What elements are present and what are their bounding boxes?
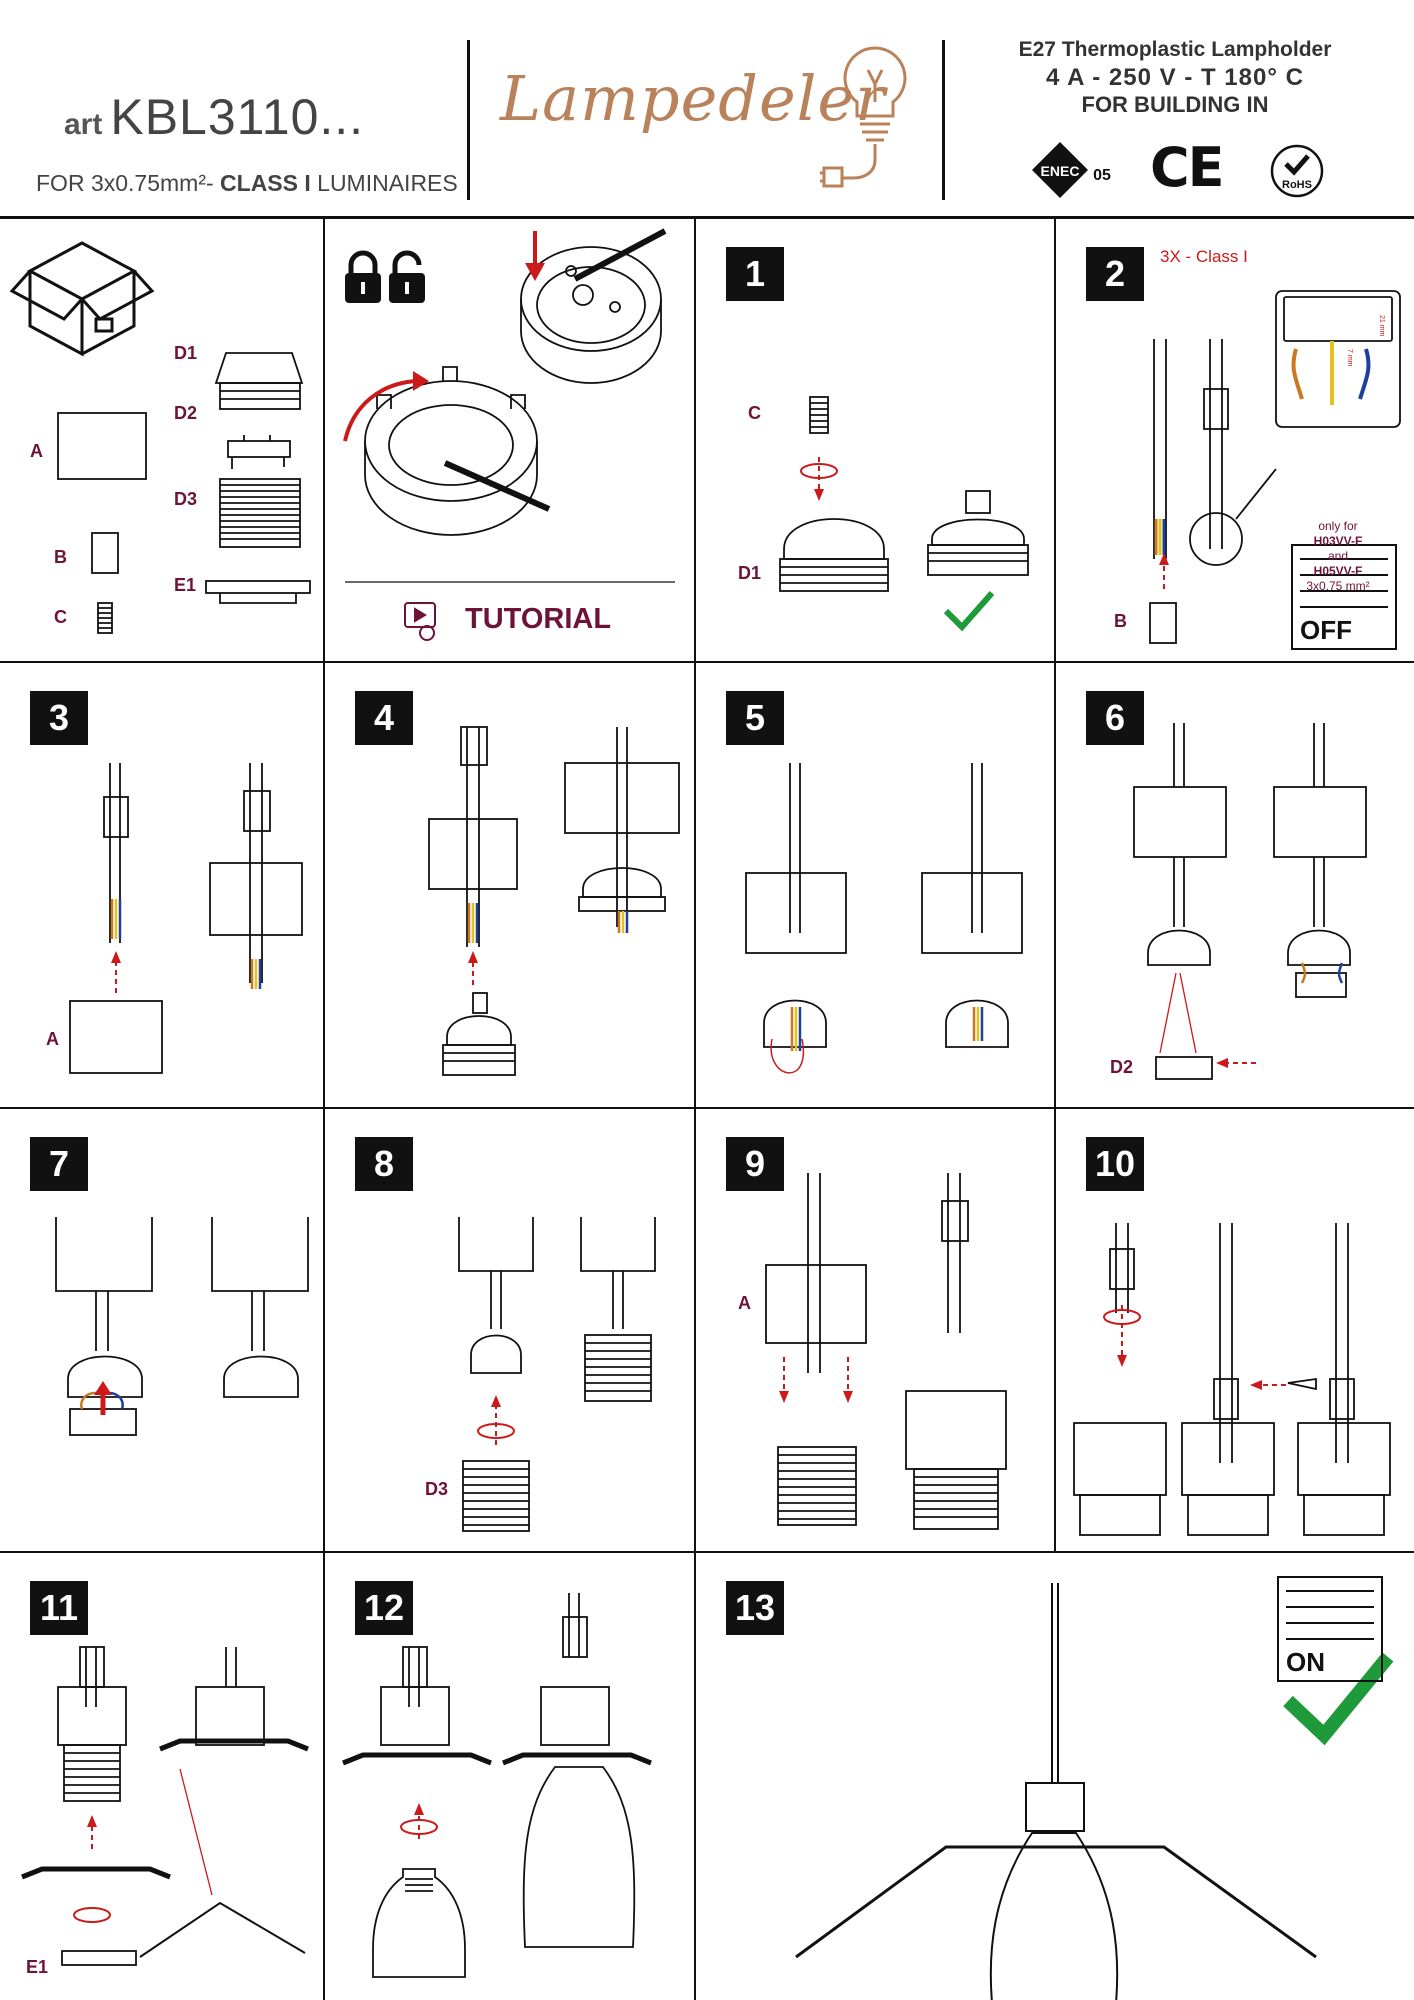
check-icon [946,593,992,627]
cell-step-5 [696,663,1056,1109]
label-a-step3: A [46,1029,59,1049]
label-a-step9: A [738,1293,751,1313]
step-number-7: 7 [30,1137,88,1191]
art-code: KBL3110... [110,89,365,145]
cell-step-9 [696,1109,1056,1553]
cell-step-6 [1056,663,1414,1109]
rohs-mark-icon [1268,144,1326,198]
step-number-2: 2 [1086,247,1144,301]
shade-part-a [58,413,146,479]
label-e1-step11: E1 [26,1957,49,1977]
insert-d2 [228,441,290,457]
label-c: C [54,607,67,627]
label-d1: D1 [174,343,198,363]
spec-title: E27 Thermoplastic Lampholder [1018,38,1332,61]
tutorial-link[interactable]: TUTORIAL [465,603,612,635]
and: and [1327,549,1349,563]
shade-ring-e1 [206,581,310,593]
cell-parts [0,219,325,663]
cable-1: H03VV-F [1313,534,1363,548]
dim-21mm: 21 mm [1378,315,1385,337]
art-prefix: art [64,108,103,141]
label-e1: E1 [174,575,197,595]
cell-step-12 [325,1553,696,2000]
label-a: A [30,441,43,461]
step-1-drawing [696,219,1056,663]
lock-closed-icon [345,253,381,303]
step-number-10: 10 [1086,1137,1144,1191]
label-b: B [54,547,67,567]
cell-step-8 [325,1109,696,1553]
box-icon [12,243,152,354]
cord-grip-b [92,533,118,573]
cell-step-4 [325,663,696,1109]
cell-step-11 [0,1553,325,2000]
sleeve-d3 [220,479,300,547]
step-11-drawing [0,1553,325,2000]
step-13-drawing [696,1553,1414,2000]
label-d3: D3 [174,489,198,509]
header-divider [467,40,470,200]
spec-mount: FOR BUILDING IN [1081,92,1269,117]
luminaire-class [36,170,458,197]
cell-lock-tutorial [325,219,696,663]
brand-logo: Lampedeler [500,62,886,135]
cell-step-13 [696,1553,1414,2000]
step-2-drawing [1056,219,1414,663]
label-c-step1: C [748,403,761,423]
label-d2: D2 [174,403,198,423]
step-10-drawing [1056,1109,1414,1553]
step-number-12: 12 [355,1581,413,1635]
step-number-13: 13 [726,1581,784,1635]
bulb-plug-icon [820,40,930,190]
dim-7mm: 7 mm [1346,349,1353,367]
parts-drawing [0,219,325,663]
step-12-drawing [325,1553,696,2000]
svg-text:ENEC: ENEC [1040,163,1080,179]
switch-on: ON [1286,1647,1325,1677]
step-4-drawing [325,663,696,1109]
enec-number: 05 [1093,167,1111,184]
for-suffix: LUMINAIRES [310,170,458,196]
label-d1-step1: D1 [738,563,762,583]
label-d2-step6: D2 [1110,1057,1134,1077]
step-number-4: 4 [355,691,413,745]
step-8-drawing [325,1109,696,1553]
only-for: only for [1318,519,1358,533]
ce-mark: CE [1150,136,1223,199]
rohs-text: RoHS [1282,179,1312,191]
cell-step-2 [1056,219,1414,663]
step-number-1: 1 [726,247,784,301]
step-number-8: 8 [355,1137,413,1191]
cable-size: 3x0.75 mm² [1306,579,1370,593]
label-b-step2: B [1114,611,1127,631]
step-number-6: 6 [1086,691,1144,745]
cable-note [1288,519,1388,594]
cell-step-7 [0,1109,325,1553]
header-divider-2 [942,40,945,200]
step-number-3: 3 [30,691,88,745]
step-number-5: 5 [726,691,784,745]
switch-off: OFF [1300,615,1352,645]
step-9-drawing [696,1109,1056,1553]
step-7-drawing [0,1109,325,1553]
step-5-drawing [696,663,1056,1109]
step-6-drawing [1056,663,1414,1109]
lock-open-icon [389,253,425,303]
class-note: 3X - Class I [1160,247,1248,266]
cell-step-10 [1056,1109,1414,1553]
label-d3-step8: D3 [425,1479,449,1499]
step-number-11: 11 [30,1581,88,1635]
for-prefix: FOR 3x0.75mm²- [36,170,221,196]
for-class: CLASS I [220,170,311,196]
step-number-9: 9 [726,1137,784,1191]
video-gear-icon [405,603,435,640]
cell-step-3 [0,663,325,1109]
cable-2: H05VV-F [1313,564,1363,578]
spec-rating: 4 A - 250 V - T 180° C [1046,64,1304,91]
article-number [64,88,364,146]
lock-drawing [325,219,696,663]
enec-mark-icon [1030,140,1120,200]
cell-step-1 [696,219,1056,663]
header [0,0,1414,218]
socket-d1 [216,353,302,383]
